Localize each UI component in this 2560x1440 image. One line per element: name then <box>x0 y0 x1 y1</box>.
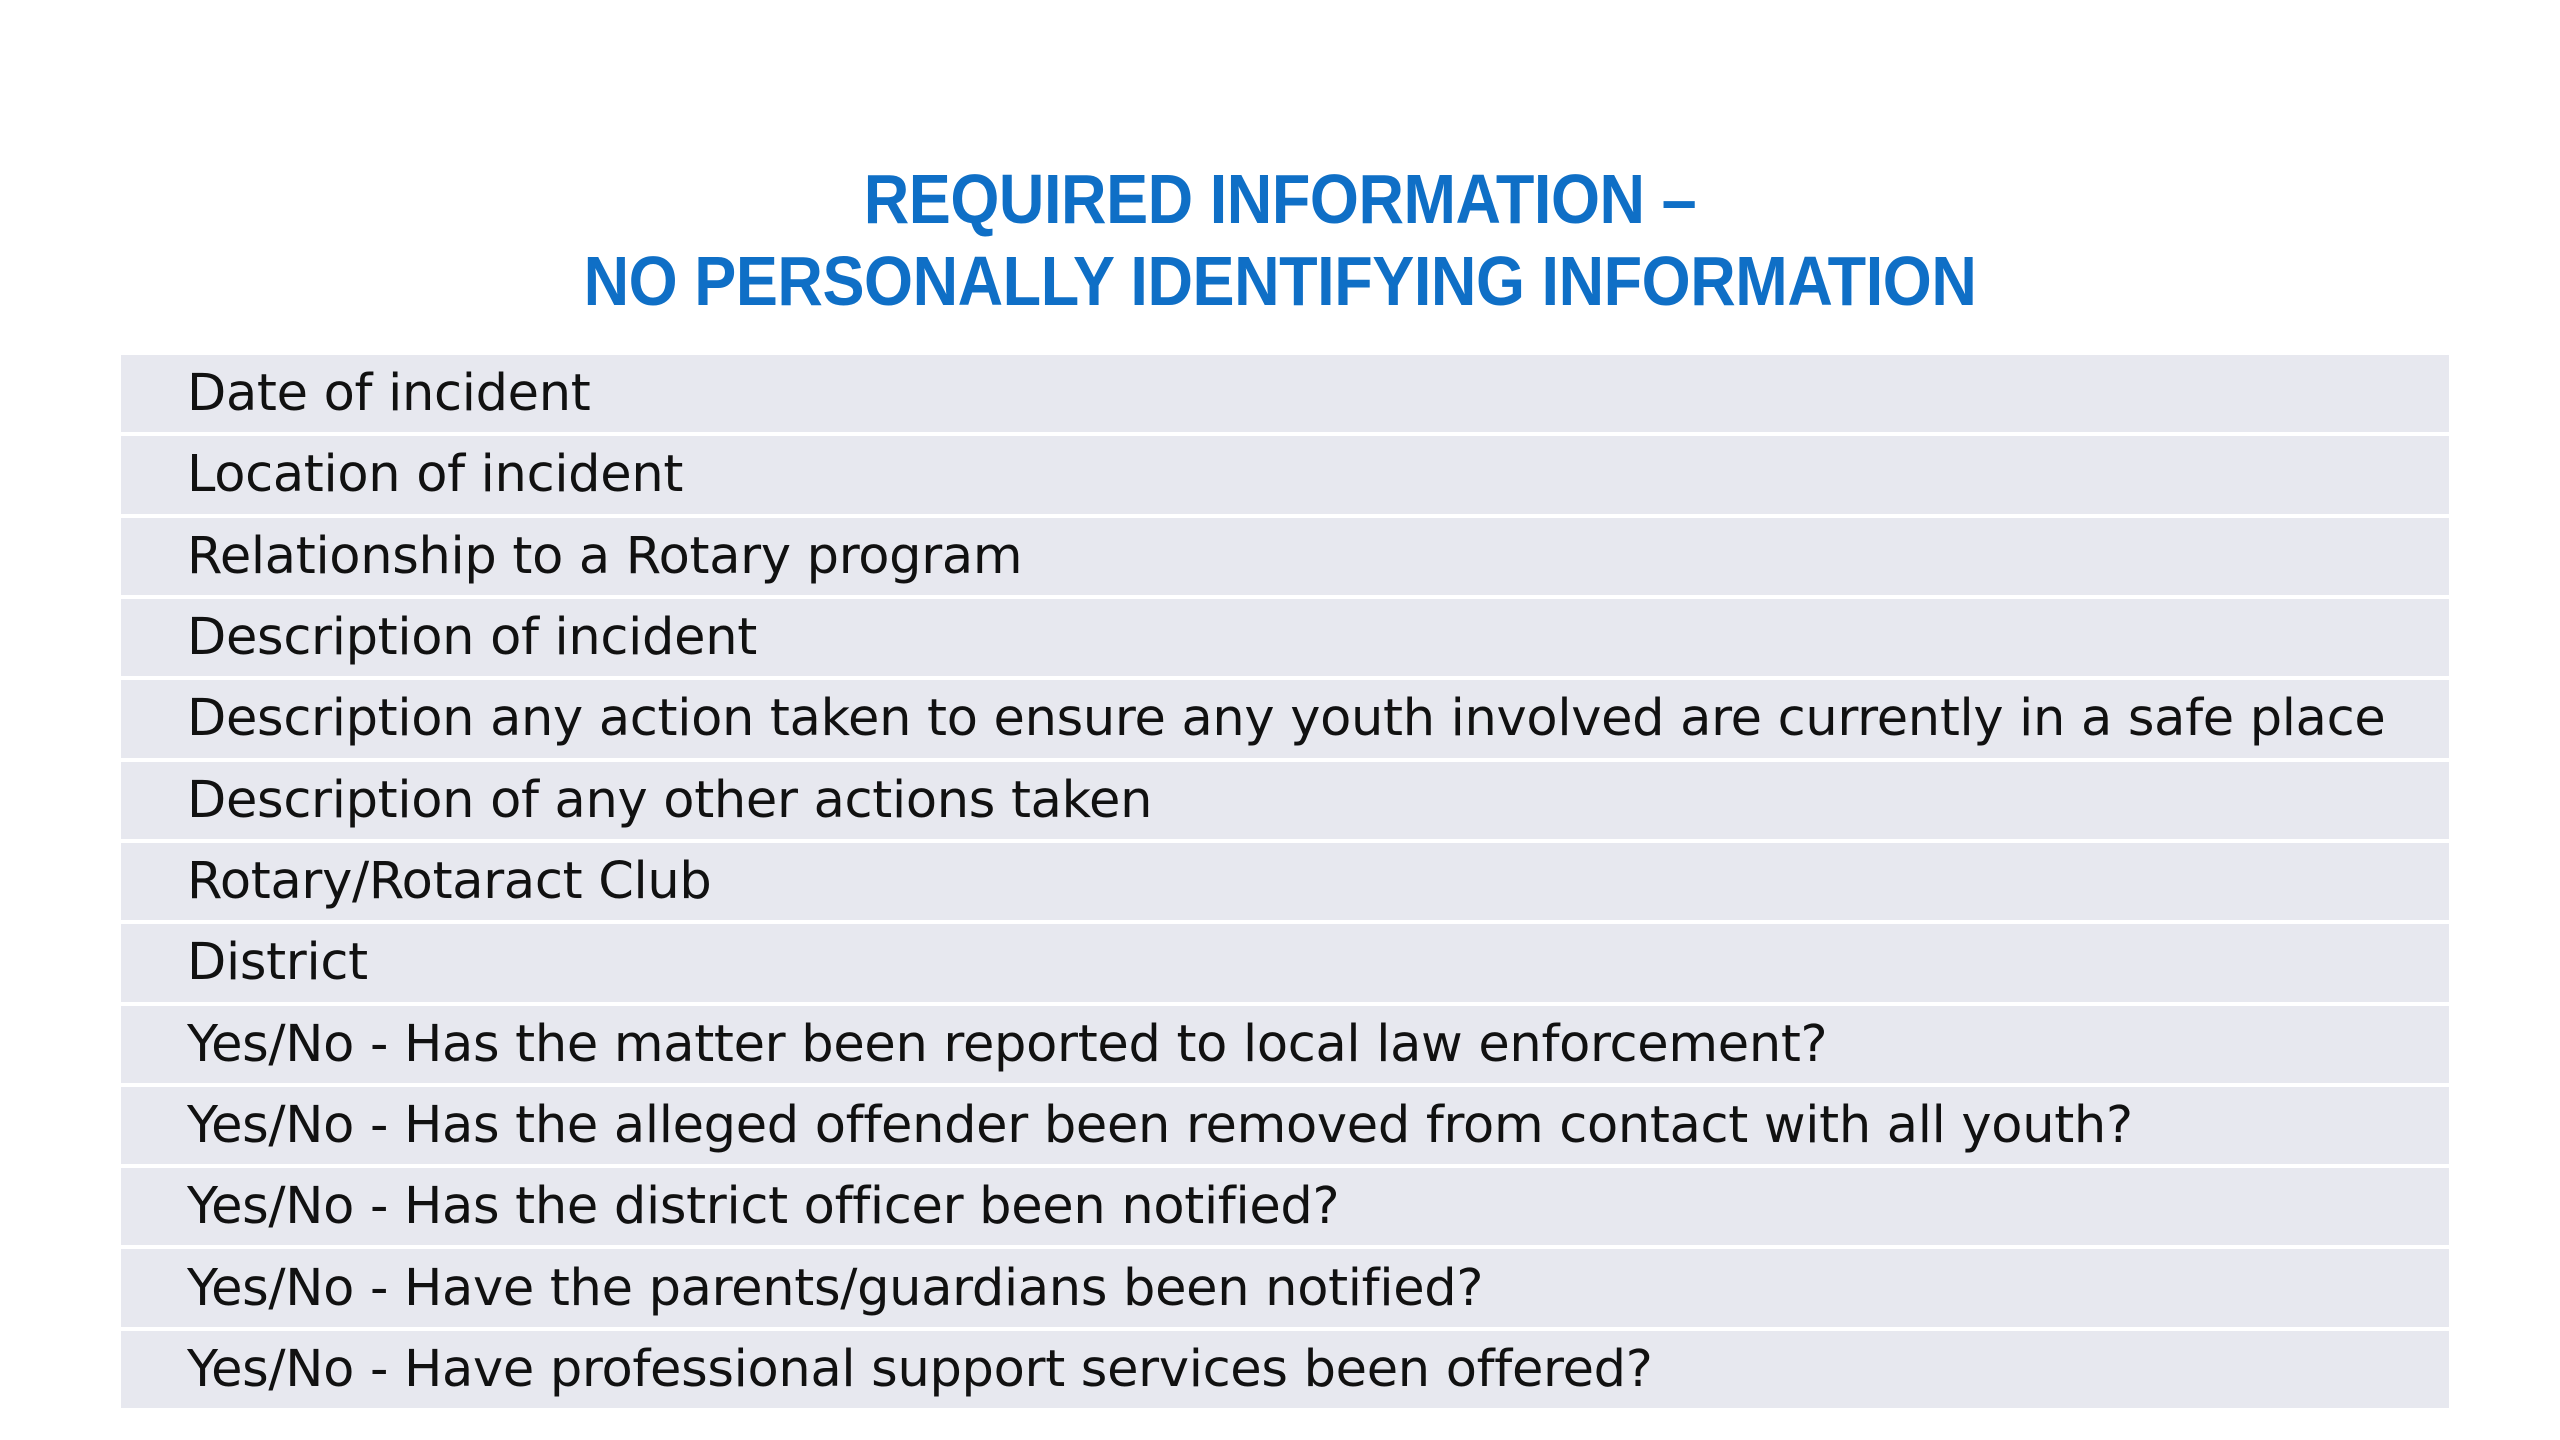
table-row <box>121 843 2449 924</box>
table-row <box>121 1006 2449 1087</box>
title-line-2: NO PERSONALLY IDENTIFYING INFORMATION <box>583 242 1977 320</box>
table-row <box>121 1087 2449 1168</box>
row-text: Rotary/Rotaract Club <box>187 852 712 912</box>
required-info-table <box>121 355 2449 1408</box>
row-text: Yes/No - Have professional support services been offered? <box>187 1339 1653 1399</box>
table-row <box>121 924 2449 1005</box>
row-text: Yes/No - Has the alleged offender been removed from contact with all youth? <box>187 1095 2133 1155</box>
table-row <box>121 355 2449 436</box>
row-text: District <box>187 933 368 993</box>
table-row <box>121 680 2449 761</box>
row-text: Description of any other actions taken <box>187 770 1153 830</box>
row-text: Relationship to a Rotary program <box>187 526 1023 586</box>
title-line-1: REQUIRED INFORMATION – <box>863 160 1697 238</box>
row-text: Location of incident <box>187 445 684 505</box>
row-text: Yes/No - Has the matter been reported to local law enforcement? <box>187 1014 1828 1074</box>
row-text: Description any action taken to ensure any youth involved are currently in a safe place <box>187 689 2386 749</box>
row-text: Date of incident <box>187 364 591 424</box>
table-row <box>121 762 2449 843</box>
slide-title <box>128 158 2432 322</box>
table-row <box>121 436 2449 517</box>
table-row <box>121 518 2449 599</box>
row-text: Description of incident <box>187 608 757 668</box>
table-row <box>121 1168 2449 1249</box>
table-row <box>121 1249 2449 1330</box>
row-text: Yes/No - Has the district officer been notified? <box>187 1177 1340 1237</box>
table-row <box>121 1331 2449 1408</box>
row-text: Yes/No - Have the parents/guardians been notified? <box>187 1258 1484 1318</box>
table-row <box>121 599 2449 680</box>
